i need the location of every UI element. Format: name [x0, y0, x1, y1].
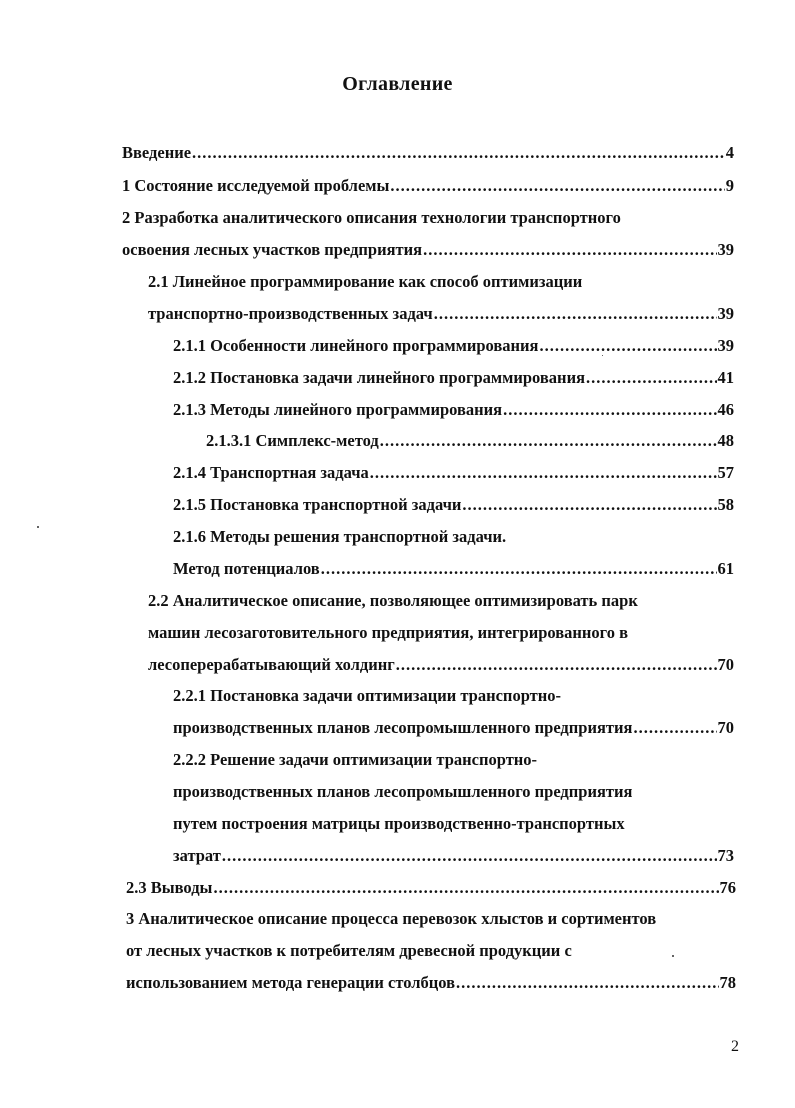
toc-entry-text: Метод потенциалов — [173, 559, 320, 578]
toc-entry-page: 41 — [717, 368, 734, 387]
toc-entry-2-1-3-1[interactable] — [206, 431, 734, 451]
toc-entry-text: 2.1.3 Методы линейного программирования — [173, 400, 503, 419]
toc-entry-page: 39 — [717, 336, 734, 355]
toc-entry-text: 2 Разработка аналитического описания технологии транспортного — [122, 208, 621, 227]
toc-entry-text: машин лесозаготовительного предприятия, интегрированного в — [148, 623, 629, 642]
toc-entry-text: 2.2.1 Постановка задачи оптимизации транспортно- — [173, 686, 562, 705]
toc-entry-2-1-5[interactable] — [173, 495, 734, 515]
toc-entry-text: затрат — [173, 846, 221, 865]
toc-entry-chapter-3-cont2[interactable] — [126, 973, 736, 993]
toc-entry-text: 2.1.3.1 Симплекс-метод — [206, 431, 379, 450]
dot-leader — [586, 368, 716, 388]
toc-entry-2-1-3[interactable] — [173, 400, 734, 420]
dot-leader — [456, 973, 718, 993]
toc-entry-text: 2.1.6 Методы решения транспортной задачи. — [173, 527, 507, 546]
dot-leader — [462, 495, 716, 515]
toc-entry-page: 73 — [717, 846, 734, 865]
toc-entry-chapter-1[interactable] — [122, 176, 734, 196]
toc-entry-page: 76 — [719, 878, 736, 897]
toc-entry-intro[interactable] — [122, 143, 734, 163]
dot-leader — [423, 240, 716, 260]
dot-leader — [633, 718, 716, 738]
toc-entry-page: 9 — [725, 176, 734, 195]
toc-entry-text: Введение — [122, 143, 192, 162]
toc-entry-text: освоения лесных участков предприятия — [122, 240, 423, 259]
toc-entry-2-1-6[interactable] — [173, 527, 506, 547]
page-number: 2 — [731, 1038, 739, 1055]
dot-leader — [434, 304, 717, 324]
toc-entry-2-2-cont[interactable] — [148, 623, 628, 643]
toc-entry-2-2-2-cont2[interactable] — [173, 814, 625, 834]
toc-entry-page: 58 — [717, 495, 734, 514]
scan-speck — [602, 355, 603, 356]
toc-entry-2-2-1[interactable] — [173, 686, 561, 706]
toc-entry-2-2-2-cont3[interactable] — [173, 846, 734, 866]
toc-entry-2-1-2[interactable] — [173, 368, 734, 388]
toc-entry-text: 2.1.2 Постановка задачи линейного программирования — [173, 368, 586, 387]
toc-entry-page: 46 — [717, 400, 734, 419]
toc-entry-2-1-6-cont[interactable] — [173, 559, 734, 579]
toc-entry-text: от лесных участков к потребителям древесной продукции с — [126, 941, 572, 960]
toc-entry-text: 2.2 Аналитическое описание, позволяющее оптимизировать парк — [148, 591, 638, 610]
toc-entry-2-3[interactable] — [126, 878, 736, 898]
toc-entry-page: 70 — [717, 718, 734, 737]
page-title: Оглавление — [342, 73, 453, 95]
dot-leader — [380, 431, 717, 451]
toc-entry-page: 4 — [725, 143, 734, 162]
toc-entry-text: 2.1 Линейное программирование как способ оптимизации — [148, 272, 583, 291]
toc-entry-page: 39 — [717, 304, 734, 323]
toc-entry-text: 2.2.2 Решение задачи оптимизации транспортно- — [173, 750, 538, 769]
toc-entry-text: путем построения матрицы производственно-транспортных — [173, 814, 625, 833]
dot-leader — [390, 176, 724, 196]
toc-entry-page: 57 — [717, 463, 734, 482]
toc-entry-2-2-2-cont[interactable] — [173, 782, 632, 802]
toc-entry-2-2[interactable] — [148, 591, 638, 611]
toc-entry-chapter-2[interactable] — [122, 208, 621, 228]
dot-leader — [213, 878, 718, 898]
toc-entry-text: производственных планов лесопромышленного предприятия — [173, 782, 633, 801]
toc-entry-page: 78 — [719, 973, 736, 992]
toc-entry-text: 1 Состояние исследуемой проблемы — [122, 176, 390, 195]
toc-entry-page: 61 — [717, 559, 734, 578]
dot-leader — [370, 463, 717, 483]
toc-entry-2-1-1[interactable] — [173, 336, 734, 356]
toc-entry-page: 70 — [717, 655, 734, 674]
dot-leader — [321, 559, 717, 579]
dot-leader — [396, 655, 717, 675]
toc-entry-2-2-cont2[interactable] — [148, 655, 734, 675]
toc-entry-page: 48 — [717, 431, 734, 450]
scan-speck — [37, 526, 39, 528]
toc-entry-chapter-3[interactable] — [126, 909, 656, 929]
toc-entry-2-2-1-cont[interactable] — [173, 718, 734, 738]
dot-leader — [539, 336, 716, 356]
toc-entry-2-2-2[interactable] — [173, 750, 537, 770]
dot-leader — [192, 143, 725, 163]
toc-entry-text: 2.1.4 Транспортная задача — [173, 463, 369, 482]
toc-entry-2-1-cont[interactable] — [148, 304, 734, 324]
toc-entry-page: 39 — [717, 240, 734, 259]
toc-entry-chapter-3-cont[interactable] — [126, 941, 572, 961]
scan-speck — [672, 955, 674, 957]
toc-entry-text: транспортно-производственных задач — [148, 304, 433, 323]
toc-entry-text: 2.3 Выводы — [126, 878, 213, 897]
toc-entry-text: 2.1.5 Постановка транспортной задачи — [173, 495, 462, 514]
dot-leader — [503, 400, 716, 420]
dot-leader — [222, 846, 717, 866]
toc-entry-text: лесоперерабатывающий холдинг — [148, 655, 395, 674]
toc-entry-2-1-4[interactable] — [173, 463, 734, 483]
toc-entry-text: использованием метода генерации столбцов — [126, 973, 456, 992]
toc-entry-text: производственных планов лесопромышленного предприятия — [173, 718, 633, 737]
toc-entry-2-1[interactable] — [148, 272, 582, 292]
toc-entry-chapter-2-cont[interactable] — [122, 240, 734, 260]
toc-entry-text: 2.1.1 Особенности линейного программирования — [173, 336, 539, 355]
toc-entry-text: 3 Аналитическое описание процесса перевозок хлыстов и сортиментов — [126, 909, 657, 928]
